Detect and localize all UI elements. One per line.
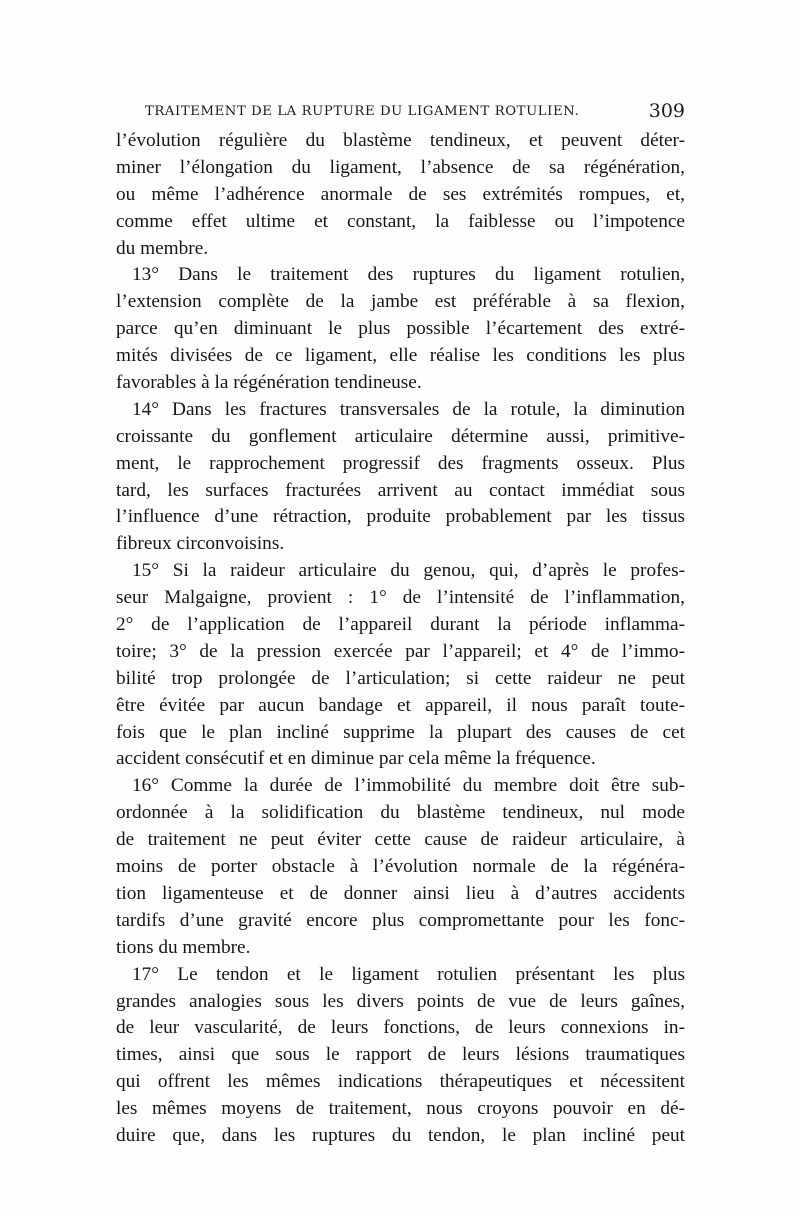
text-line: les mêmes moyens de traitement, nous croyons pouvoir en dé- <box>116 1098 685 1120</box>
page-number: 309 <box>648 100 685 122</box>
paragraph-15 <box>116 558 685 773</box>
text-line: tardifs d’une gravité encore plus compromettante pour les fonc- <box>116 909 685 931</box>
text-line: fibreux circonvoisins. <box>116 533 285 555</box>
text-line: l’influence d’une rétraction, produite probablement par les tissus <box>116 506 685 528</box>
paragraph-17 <box>116 962 685 1150</box>
text-line: grandes analogies sous les divers points de vue de leurs gaînes, <box>116 990 685 1012</box>
text-line: l’évolution régulière du blastème tendineux, et peuvent déter- <box>116 130 685 151</box>
text-line: fois que le plan incliné supprime la plupart des causes de cet <box>116 721 685 743</box>
text-line: parce qu’en diminuant le plus possible l’écartement des extré- <box>116 318 685 340</box>
running-title: TRAITEMENT DE LA RUPTURE DU LIGAMENT ROTULIEN. <box>145 104 580 119</box>
text-line: 14° Dans les fractures transversales de la rotule, la diminution <box>132 398 685 420</box>
body-text <box>116 128 685 1150</box>
text-line: ment, le rapprochement progressif des fragments osseux. Plus <box>116 452 685 474</box>
text-line: tion ligamenteuse et de donner ainsi lieu à d’autres accidents <box>116 882 685 904</box>
text-line: qui offrent les mêmes indications thérapeutiques et nécessitent <box>116 1071 685 1093</box>
text-line: ordonnée à la solidification du blastème tendineux, nul mode <box>116 802 685 824</box>
text-line: comme effet ultime et constant, la faiblesse ou l’impotence <box>116 210 685 232</box>
text-line: seur Malgaigne, provient : 1° de l’intensité de l’inflammation, <box>116 587 685 609</box>
text-line: être évitée par aucun bandage et appareil, il nous paraît toute- <box>116 694 685 716</box>
text-line: mités divisées de ce ligament, elle réalise les conditions les plus <box>116 345 685 367</box>
text-line: tard, les surfaces fracturées arrivent au contact immédiat sous <box>116 479 685 501</box>
text-line: times, ainsi que sous le rapport de leurs lésions traumatiques <box>116 1044 685 1066</box>
text-line: l’extension complète de la jambe est préférable à sa flexion, <box>116 291 685 313</box>
text-line: 17° Le tendon et le ligament rotulien présentant les plus <box>132 963 685 985</box>
text-line: tions du membre. <box>116 936 251 958</box>
text-line: duire que, dans les ruptures du tendon, le plan incliné peut <box>116 1124 685 1146</box>
text-line: 15° Si la raideur articulaire du genou, qui, d’après le profes- <box>132 560 685 582</box>
text-line: de leur vascularité, de leurs fonctions, de leurs connexions in- <box>116 1017 685 1039</box>
text-line: 16° Comme la durée de l’immobilité du membre doit être sub- <box>132 775 685 797</box>
paragraph-continuation <box>116 128 685 262</box>
running-head <box>145 100 685 124</box>
paragraph-16 <box>116 773 685 961</box>
text-line: toire; 3° de la pression exercée par l’appareil; et 4° de l’immo- <box>116 640 685 662</box>
text-line: du membre. <box>116 237 209 259</box>
text-line: 2° de l’application de l’appareil durant la période inflamma- <box>116 614 685 636</box>
text-line: de traitement ne peut éviter cette cause de raideur articulaire, à <box>116 829 685 851</box>
text-line: moins de porter obstacle à l’évolution normale de la régénéra- <box>116 856 685 878</box>
paragraph-13 <box>116 262 685 396</box>
text-line: 13° Dans le traitement des ruptures du ligament rotulien, <box>132 264 685 286</box>
text-line: bilité trop prolongée de l’articulation; si cette raideur ne peut <box>116 667 685 689</box>
text-line: accident consécutif et en diminue par cela même la fréquence. <box>116 748 596 770</box>
text-line: ou même l’adhérence anormale de ses extrémités rompues, et, <box>116 183 685 205</box>
text-line: miner l’élongation du ligament, l’absence de sa régénération, <box>116 156 685 178</box>
text-line: favorables à la régénération tendineuse. <box>116 372 422 394</box>
text-line: croissante du gonflement articulaire détermine aussi, primitive- <box>116 425 685 447</box>
paragraph-14 <box>116 397 685 558</box>
